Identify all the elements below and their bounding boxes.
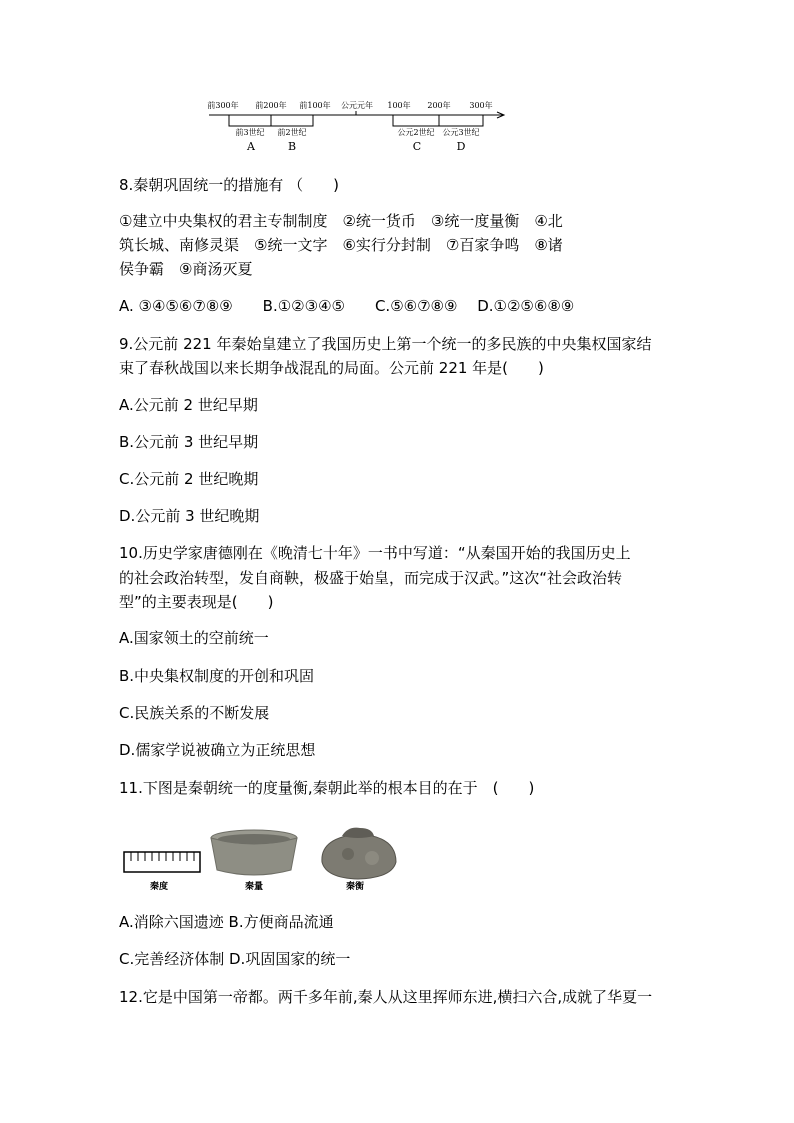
timeline-figure xyxy=(205,96,515,156)
timeline-segment-letter: C xyxy=(412,140,422,153)
question-9-option-d: D.公元前 3 世纪晚期 xyxy=(119,507,260,525)
question-12-stem: 12.它是中国第一帝都。两千多年前,秦人从这里挥师东进,横扫六合,成就了华夏一 xyxy=(119,988,653,1006)
timeline-tick-label: 前300年 xyxy=(207,101,239,110)
figure-caption: 秦量 xyxy=(245,882,264,892)
question-10-option-a: A.国家领土的空前统一 xyxy=(119,629,269,647)
question-8-item-line: ①建立中央集权的君主专制制度 ②统一货币 ③统一度量衡 ④北 xyxy=(119,212,563,230)
question-10-option-b: B.中央集权制度的开创和巩固 xyxy=(119,667,315,685)
weight-image xyxy=(318,824,400,880)
timeline-segment-letter: A xyxy=(247,140,255,153)
timeline-segment-label: 公元3世纪 xyxy=(442,128,480,137)
question-9-option-a: A.公元前 2 世纪早期 xyxy=(119,396,258,414)
question-10-option-c: C.民族关系的不断发展 xyxy=(119,704,270,722)
timeline-segment-label: 前3世纪 xyxy=(235,128,265,137)
question-9-stem: 9.公元前 221 年秦始皇建立了我国历史上第一个统一的多民族的中央集权国家结 xyxy=(119,335,652,353)
timeline-segment-letter: B xyxy=(287,140,297,153)
question-10-stem: 10.历史学家唐德刚在《晚清七十年》一书中写道：“从秦国开始的我国历史上 xyxy=(119,544,631,562)
timeline-segment-label: 公元2世纪 xyxy=(397,128,435,137)
ruler-image xyxy=(123,851,201,873)
question-8-options: A. ③④⑤⑥⑦⑧⑨ B.①②③④⑤ C.⑤⑥⑦⑧⑨ D.①②⑤⑥⑧⑨ xyxy=(119,297,575,315)
question-9-stem: 束了春秋战国以来长期争战混乱的局面。公元前 221 年是( ) xyxy=(119,359,544,377)
question-11-options-cd: C.完善经济体制 D.巩固国家的统一 xyxy=(119,950,351,968)
timeline-tick-label: 200年 xyxy=(427,101,451,110)
question-8-stem: 8.秦朝巩固统一的措施有 （ ) xyxy=(119,176,339,194)
question-9-option-c: C.公元前 2 世纪晚期 xyxy=(119,470,259,488)
question-9-option-b: B.公元前 3 世纪早期 xyxy=(119,433,259,451)
figure-caption: 秦衡 xyxy=(346,882,365,892)
weights-measures-figure xyxy=(120,824,410,894)
timeline-segment-letter: D xyxy=(456,140,466,153)
question-10-stem: 型”的主要表现是( ) xyxy=(119,593,274,611)
timeline-tick-label: 300年 xyxy=(469,101,493,110)
timeline-tick-label: 100年 xyxy=(387,101,411,110)
timeline-tick-label: 前200年 xyxy=(255,101,287,110)
timeline-segment-label: 前2世纪 xyxy=(277,128,307,137)
measuring-vessel-image xyxy=(209,828,299,878)
question-8-item-line: 筑长城、南修灵渠 ⑤统一文字 ⑥实行分封制 ⑦百家争鸣 ⑧诸 xyxy=(119,236,563,254)
question-10-option-d: D.儒家学说被确立为正统思想 xyxy=(119,741,316,759)
timeline-tick-label: 前100年 xyxy=(299,101,331,110)
timeline-tick-label: 公元元年 xyxy=(341,101,373,110)
figure-caption: 秦度 xyxy=(150,882,169,892)
question-11-stem: 11.下图是秦朝统一的度量衡,秦朝此举的根本目的在于 ( ) xyxy=(119,779,535,797)
question-11-options-ab: A.消除六国遗迹 B.方便商品流通 xyxy=(119,913,334,931)
question-10-stem: 的社会政治转型，发自商鞅，极盛于始皇，而完成于汉武。”这次“社会政治转 xyxy=(119,569,623,587)
question-8-item-line: 侯争霸 ⑨商汤灭夏 xyxy=(119,260,253,278)
